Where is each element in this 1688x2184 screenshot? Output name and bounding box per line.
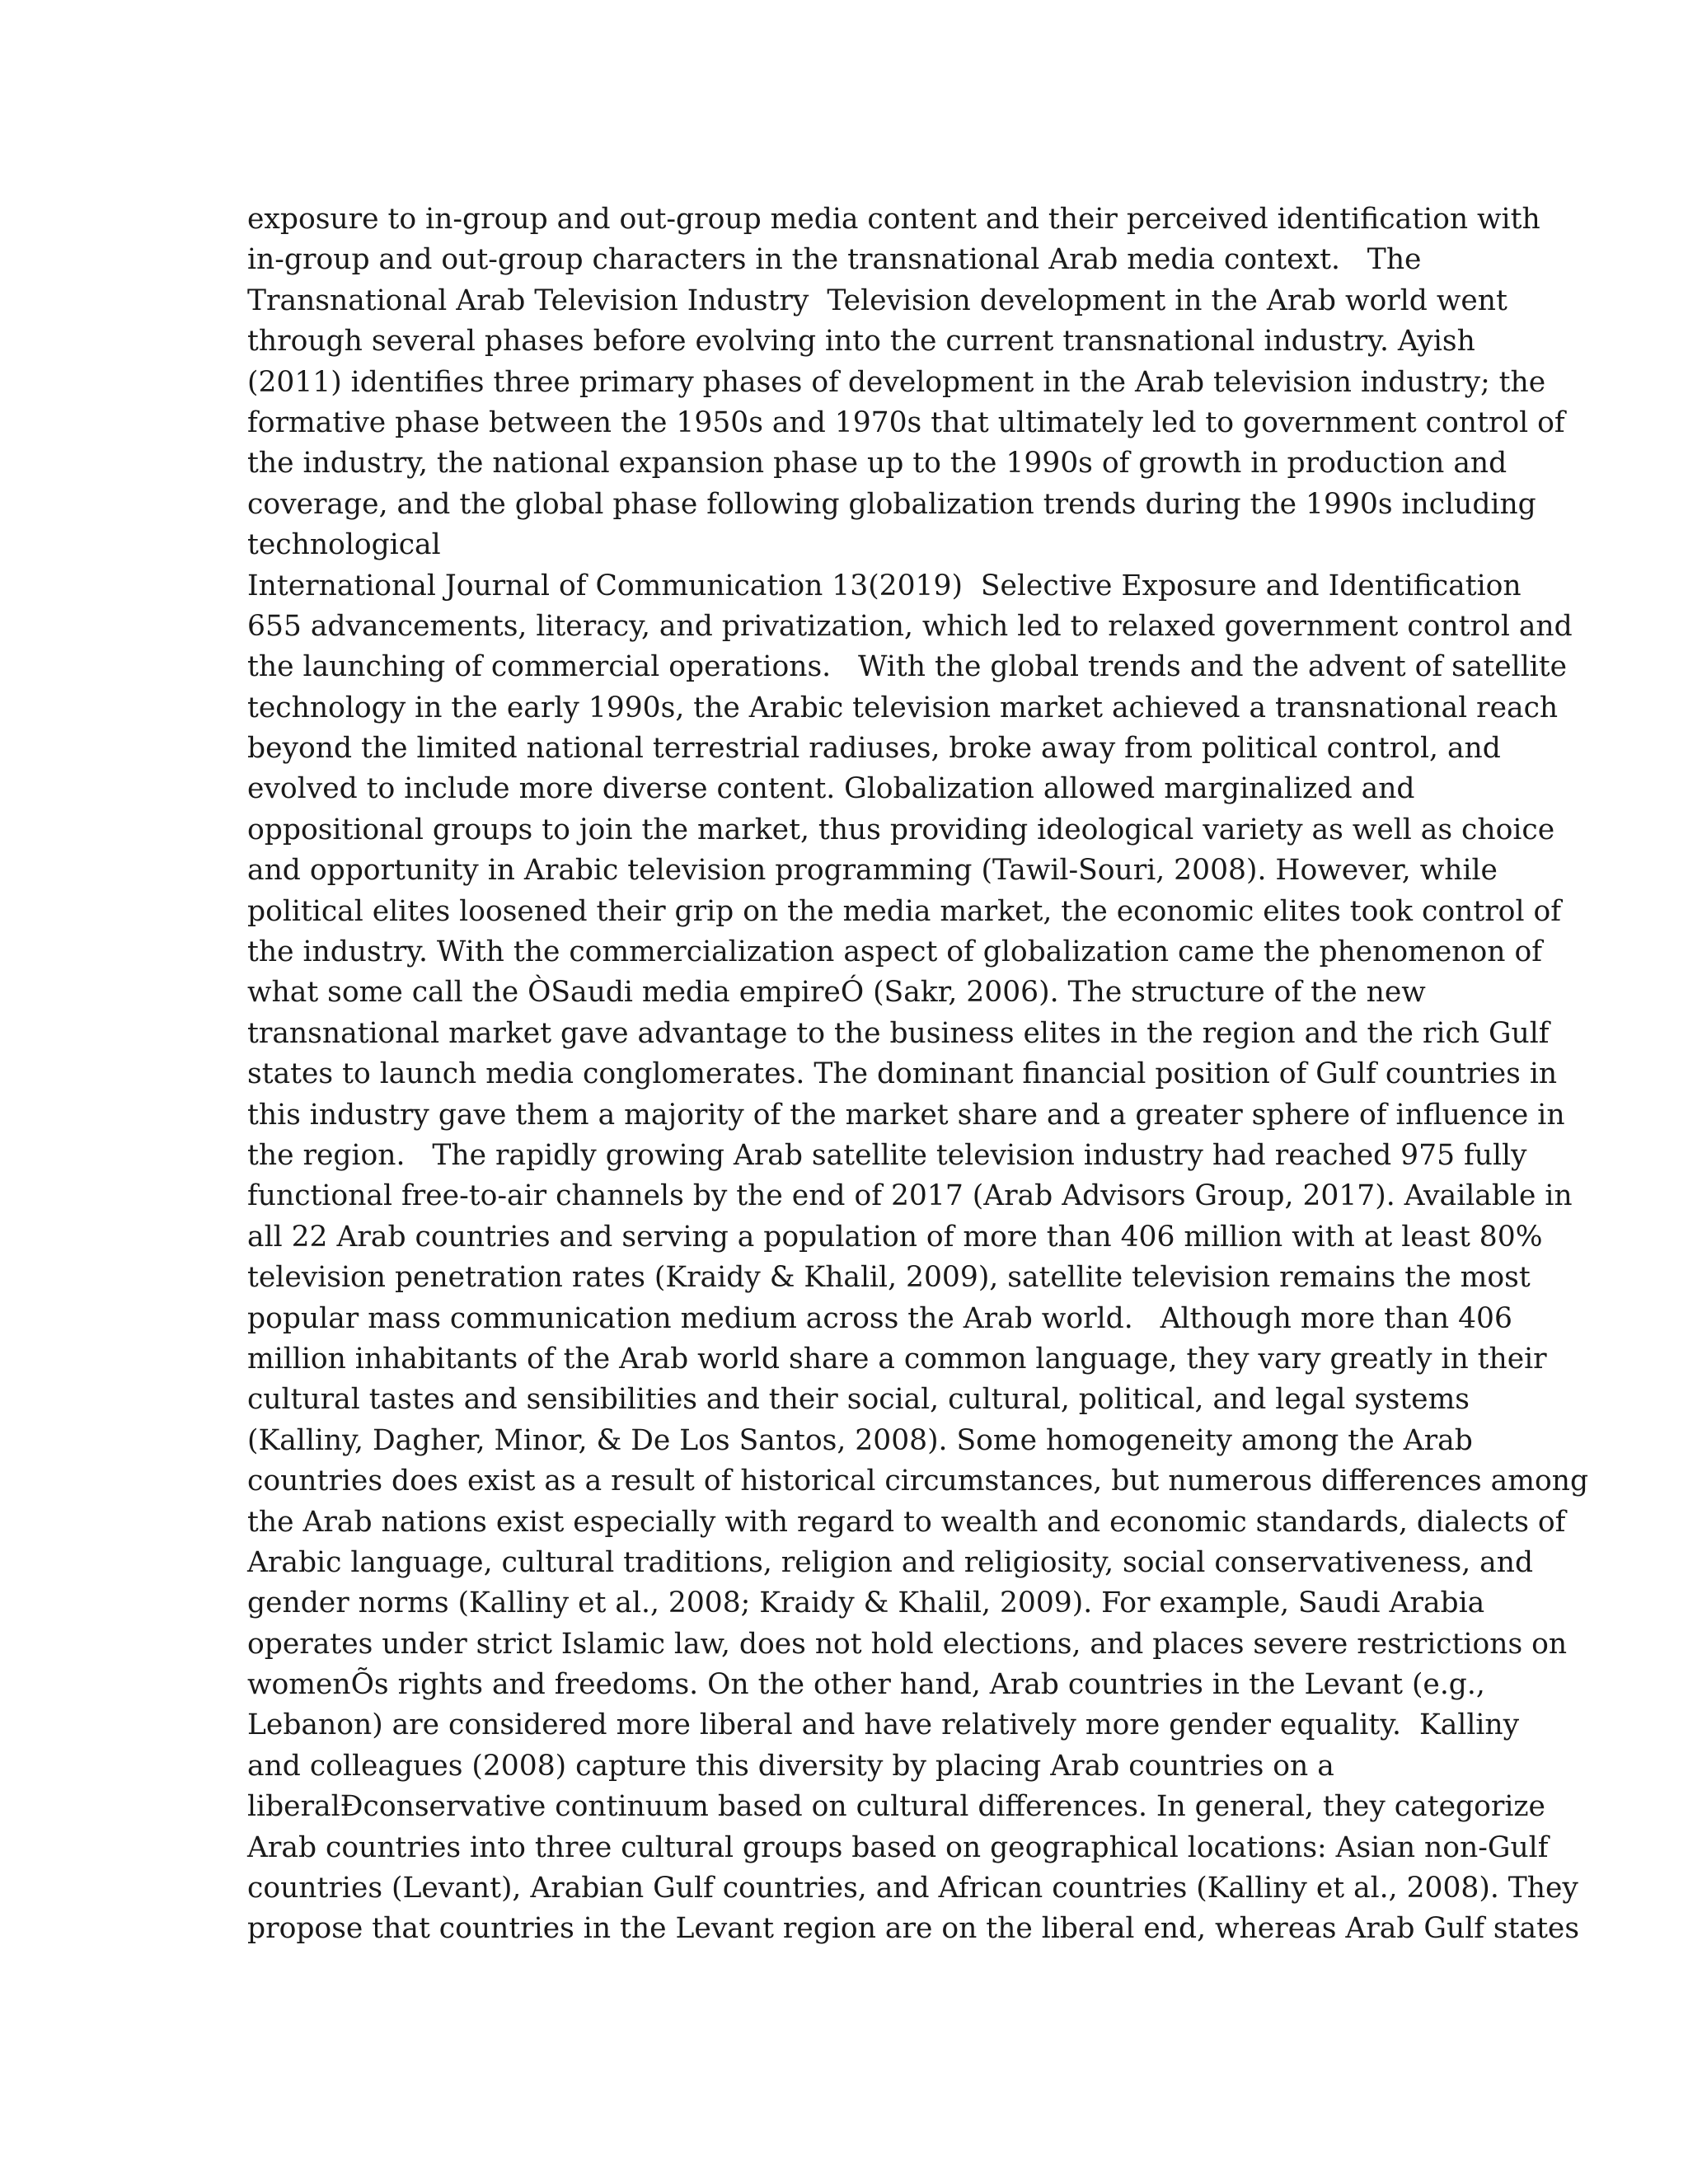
- text-line: this industry gave them a majority of the market share and a greater sphere of influence in: [247, 1098, 1565, 1132]
- text-line: gender norms (Kalliny et al., 2008; Kraidy & Khalil, 2009). For example, Saudi Arabia: [247, 1586, 1485, 1620]
- text-line: transnational market gave advantage to the business elites in the region and the rich Gulf: [247, 1016, 1550, 1050]
- text-line: (2011) identifies three primary phases of development in the Arab television industry; the: [247, 365, 1546, 399]
- text-line: the industry, the national expansion phase up to the 1990s of growth in production and: [247, 447, 1507, 480]
- text-line: propose that countries in the Levant region are on the liberal end, whereas Arab Gulf states: [247, 1912, 1580, 1946]
- text-line: and opportunity in Arabic television programming (Tawil-Souri, 2008). However, while: [247, 854, 1498, 888]
- text-line: 655 advancements, literacy, and privatization, which led to relaxed government control and: [247, 609, 1573, 643]
- text-line: exposure to in-group and out-group media content and their perceived identification with: [247, 203, 1540, 236]
- text-line: the region. The rapidly growing Arab satellite television industry had reached 975 fully: [247, 1138, 1527, 1172]
- text-line: and colleagues (2008) capture this diversity by placing Arab countries on a: [247, 1749, 1334, 1783]
- body-text: [247, 199, 1589, 1950]
- text-line: million inhabitants of the Arab world share a common language, they vary greatly in their: [247, 1342, 1547, 1376]
- text-line: states to launch media conglomerates. The dominant financial position of Gulf countries in: [247, 1057, 1558, 1091]
- text-line: the Arab nations exist especially with regard to wealth and economic standards, dialects of: [247, 1505, 1566, 1539]
- text-line: countries (Levant), Arabian Gulf countries, and African countries (Kalliny et al., 2008). They: [247, 1872, 1578, 1905]
- text-line: Lebanon) are considered more liberal and have relatively more gender equality. Kalliny: [247, 1708, 1520, 1742]
- text-line: functional free-to-air channels by the end of 2017 (Arab Advisors Group, 2017). Available in: [247, 1179, 1573, 1213]
- text-line: television penetration rates (Kraidy & Khalil, 2009), satellite television remains the most: [247, 1261, 1531, 1295]
- text-line: in-group and out-group characters in the transnational Arab media context. The: [247, 243, 1422, 277]
- text-line: formative phase between the 1950s and 1970s that ultimately led to government control of: [247, 405, 1565, 439]
- text-line: technology in the early 1990s, the Arabic television market achieved a transnational reach: [247, 691, 1559, 724]
- text-line: liberalÐconservative continuum based on cultural differences. In general, they categorize: [247, 1790, 1545, 1824]
- text-line: oppositional groups to join the market, thus providing ideological variety as well as choice: [247, 813, 1555, 846]
- text-line: operates under strict Islamic law, does not hold elections, and places severe restrictions on: [247, 1627, 1568, 1661]
- text-line: Arab countries into three cultural groups based on geographical locations: Asian non-Gulf: [247, 1830, 1549, 1864]
- text-line: what some call the ÒSaudi media empireÓ (Sakr, 2006). The structure of the new: [247, 976, 1426, 1010]
- text-line: countries does exist as a result of historical circumstances, but numerous differences among: [247, 1465, 1589, 1498]
- text-line: (Kalliny, Dagher, Minor, & De Los Santos, 2008). Some homogeneity among the Arab: [247, 1423, 1473, 1457]
- text-line: Transnational Arab Television Industry Television development in the Arab world went: [247, 284, 1507, 317]
- text-line: popular mass communication medium across the Arab world. Although more than 406: [247, 1301, 1512, 1335]
- text-line: Arabic language, cultural traditions, religion and religiosity, social conservativeness, and: [247, 1545, 1534, 1579]
- text-line: beyond the limited national terrestrial radiuses, broke away from political control, and: [247, 732, 1501, 766]
- text-line: technological: [247, 528, 441, 562]
- text-line: through several phases before evolving into the current transnational industry. Ayish: [247, 325, 1475, 359]
- text-line: political elites loosened their grip on the media market, the economic elites took control of: [247, 894, 1561, 928]
- text-line: the industry. With the commercialization aspect of globalization came the phenomenon of: [247, 935, 1543, 969]
- text-line: all 22 Arab countries and serving a population of more than 406 million with at least 80%: [247, 1220, 1543, 1254]
- text-line: evolved to include more diverse content. Globalization allowed marginalized and: [247, 772, 1415, 806]
- text-line: womenÕs rights and freedoms. On the other hand, Arab countries in the Levant (e.g.,: [247, 1668, 1485, 1702]
- text-line: coverage, and the global phase following globalization trends during the 1990s including: [247, 487, 1536, 521]
- text-line: International Journal of Communication 13(2019) Selective Exposure and Identification: [247, 569, 1522, 602]
- text-line: cultural tastes and sensibilities and their social, cultural, political, and legal systems: [247, 1383, 1470, 1417]
- text-line: the launching of commercial operations. With the global trends and the advent of satellite: [247, 650, 1568, 684]
